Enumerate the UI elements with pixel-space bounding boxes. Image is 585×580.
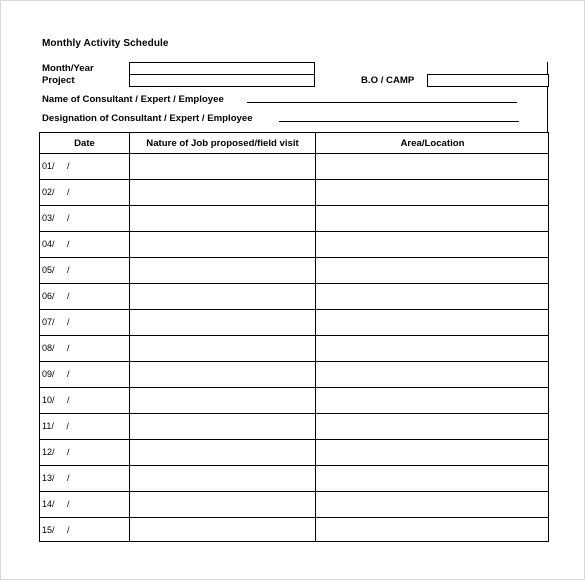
job-cell[interactable] [130,284,315,309]
designation-label: Designation of Consultant / Expert / Employee [42,113,253,124]
date-label: 01/ / [42,161,70,171]
table-row [40,387,548,413]
table-row [40,335,548,361]
job-cell[interactable] [130,362,315,387]
table-row [40,283,548,309]
month-year-label: Month/Year [42,63,94,74]
table-row [40,465,548,491]
header-right-border [547,62,548,133]
date-label: 06/ / [42,291,70,301]
location-cell[interactable] [316,258,548,283]
table-row [40,517,548,541]
date-label: 07/ / [42,317,70,327]
location-cell[interactable] [316,180,548,205]
location-cell[interactable] [316,466,548,491]
table-row [40,309,548,335]
location-cell[interactable] [316,362,548,387]
location-cell[interactable] [316,518,548,541]
location-cell[interactable] [316,206,548,231]
date-label: 02/ / [42,187,70,197]
date-label: 13/ / [42,473,70,483]
location-cell[interactable] [316,284,548,309]
job-cell[interactable] [130,492,315,517]
table-row [40,231,548,257]
column-header-area-location: Area/Location [400,138,465,149]
table-row [40,257,548,283]
job-cell[interactable] [130,388,315,413]
job-cell[interactable] [130,258,315,283]
job-cell[interactable] [130,336,315,361]
date-label: 11/ / [42,421,69,431]
designation-line[interactable] [279,121,519,122]
table-row [40,205,548,231]
job-cell[interactable] [130,310,315,335]
job-cell[interactable] [130,154,315,179]
table-row [40,153,548,179]
job-cell[interactable] [130,414,315,439]
date-label: 03/ / [42,213,70,223]
bo-camp-field[interactable] [427,74,549,87]
date-label: 05/ / [42,265,70,275]
column-header-nature-of-job: Nature of Job proposed/field visit [146,138,299,149]
date-label: 12/ / [42,447,70,457]
job-cell[interactable] [130,232,315,257]
consultant-name-label: Name of Consultant / Expert / Employee [42,94,224,105]
job-cell[interactable] [130,180,315,205]
job-cell[interactable] [130,440,315,465]
date-label: 08/ / [42,343,70,353]
date-label: 14/ / [42,499,70,509]
job-cell[interactable] [130,518,315,541]
schedule-table [39,132,549,542]
location-cell[interactable] [316,414,548,439]
location-cell[interactable] [316,336,548,361]
document-title: Monthly Activity Schedule [42,38,169,49]
location-cell[interactable] [316,232,548,257]
date-label: 09/ / [42,369,70,379]
location-cell[interactable] [316,154,548,179]
table-row [40,361,548,387]
table-row [40,439,548,465]
location-cell[interactable] [316,492,548,517]
location-cell[interactable] [316,440,548,465]
job-cell[interactable] [130,466,315,491]
bo-camp-label: B.O / CAMP [361,75,415,86]
date-label: 10/ / [42,395,70,405]
location-cell[interactable] [316,310,548,335]
column-header-date: Date [74,138,95,149]
table-row [40,491,548,517]
project-label: Project [42,75,75,86]
date-label: 15/ / [42,525,70,535]
job-cell[interactable] [130,206,315,231]
consultant-name-line[interactable] [247,102,517,103]
location-cell[interactable] [316,388,548,413]
project-field[interactable] [129,74,315,87]
date-label: 04/ / [42,239,70,249]
table-row [40,179,548,205]
table-row [40,413,548,439]
